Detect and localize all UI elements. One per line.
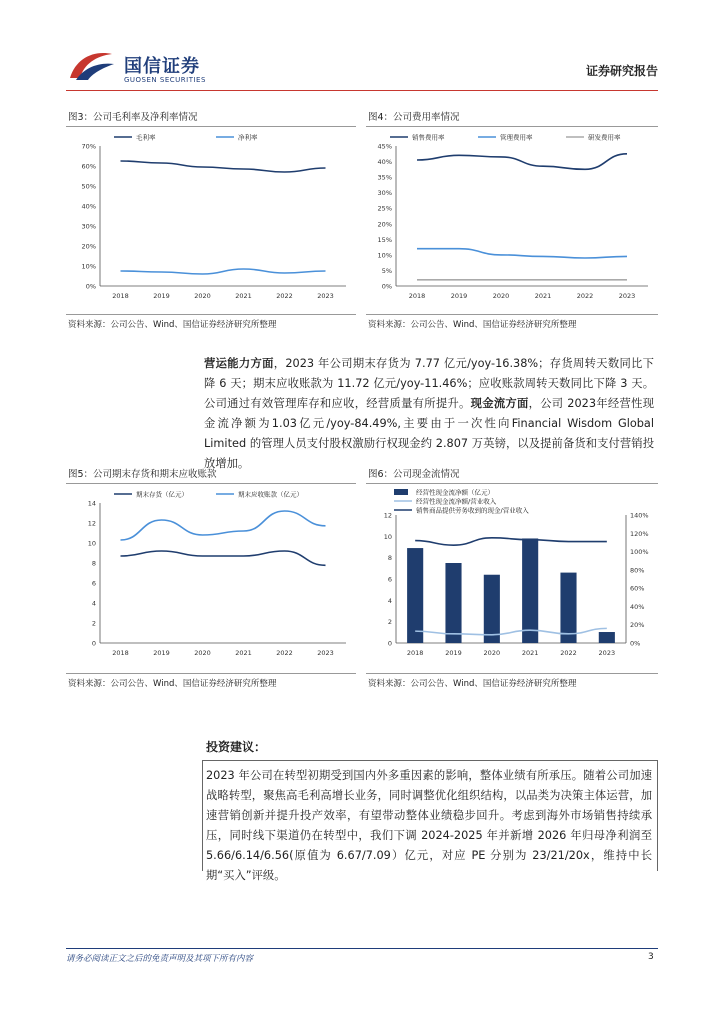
series-line-1	[417, 249, 627, 258]
bar-2020	[484, 575, 500, 643]
y-tick-label: 10%	[377, 251, 392, 260]
logo-text-cn: 国信证券	[124, 56, 200, 77]
header-divider	[66, 90, 658, 91]
fig3-title-rule	[66, 126, 356, 127]
page-header	[66, 48, 658, 88]
y-tick-label: 25%	[377, 204, 392, 213]
y2-tick-label: 120%	[630, 529, 649, 538]
bar-2021	[522, 538, 538, 643]
y-tick-label: 40%	[377, 158, 392, 167]
fig5-title: 图5：公司期末存货和期末应收账款	[68, 469, 217, 480]
y-tick-label: 14	[87, 499, 96, 508]
invest-title: 投资建议：	[206, 740, 267, 754]
y-tick-label: 45%	[377, 142, 392, 151]
series-line-1	[121, 269, 326, 274]
legend-label-1: 净利率	[238, 133, 258, 142]
fig3-chart	[66, 130, 356, 310]
fig6-source-rule	[366, 673, 658, 674]
y-tick-label: 4	[91, 599, 96, 608]
x-tick-label: 2018	[408, 292, 426, 300]
footer-divider	[66, 948, 658, 949]
y-tick-label: 0%	[85, 282, 96, 291]
x-tick-label: 2021	[235, 649, 252, 657]
legend-label-1: 期末应收账款（亿元）	[238, 490, 303, 499]
fig4-title: 图4：公司费用率情况	[368, 112, 460, 123]
y-tick-label: 60%	[81, 162, 96, 171]
y2-tick-label: 0%	[630, 639, 641, 648]
footer-disclaimer: 请务必阅读正文之后的免责声明及其项下所有内容	[66, 954, 254, 964]
fig3-source: 资料来源：公司公告、Wind、国信证券经济研究所整理	[68, 320, 277, 330]
y-tick-label: 70%	[81, 142, 96, 151]
y2-tick-label: 20%	[630, 621, 645, 630]
legend-label-2: 研发费用率	[588, 133, 621, 142]
legend-label-0: 销售费用率	[412, 133, 445, 142]
y-tick-label: 4	[387, 596, 392, 605]
y2-tick-label: 100%	[630, 548, 649, 557]
fig5-chart	[66, 487, 356, 667]
series-line-0	[417, 154, 627, 170]
guosen-logo-icon	[66, 48, 118, 84]
fig6-source: 资料来源：公司公告、Wind、国信证券经济研究所整理	[368, 679, 577, 689]
logo-text-en: GUOSEN SECURITIES	[124, 76, 206, 84]
y-tick-label: 8	[91, 559, 96, 568]
x-tick-label: 2023	[618, 292, 636, 300]
ops-text-1: ，2023 年公司期末存货为 7.77 亿元/yoy-16.38%；存货周转天数同比下降 6 天；期末应收账款为 11.72 亿元/yoy-11.46%；应收账款周转天数同比下降 3 天。公司通过有效管理库存和应收，经营质量有所提升。	[204, 357, 654, 410]
x-tick-label: 2019	[153, 292, 170, 300]
x-tick-label: 2020	[194, 292, 211, 300]
legend-label-1: 管理费用率	[500, 133, 533, 142]
x-tick-label: 2021	[534, 292, 552, 300]
x-tick-label: 2023	[598, 649, 616, 657]
legend-swatch-0	[394, 489, 408, 495]
fig6-title: 图6：公司现金流情况	[368, 469, 460, 480]
bar-2023	[599, 632, 615, 643]
bar-2018	[407, 548, 423, 643]
legend-label-0: 毛利率	[136, 133, 156, 142]
bar-2019	[445, 563, 461, 643]
y-tick-label: 20%	[377, 220, 392, 229]
y-tick-label: 10%	[81, 262, 96, 271]
y-tick-label: 30%	[81, 222, 96, 231]
fig5-title-rule	[66, 483, 356, 484]
fig6-title-rule	[366, 483, 658, 484]
series-line-1	[415, 628, 607, 634]
y-tick-label: 15%	[377, 235, 392, 244]
y-tick-label: 0%	[381, 282, 392, 291]
x-tick-label: 2022	[276, 649, 293, 657]
y-tick-label: 0	[387, 639, 392, 648]
series-line-2	[415, 538, 607, 545]
y-tick-label: 12	[383, 511, 392, 520]
fig4-source-rule	[366, 314, 658, 315]
fig3-title: 图3：公司毛利率及净利率情况	[68, 112, 198, 123]
x-tick-label: 2022	[560, 649, 577, 657]
legend-label-0: 经营性现金流净额（亿元）	[416, 488, 494, 497]
y-tick-label: 12	[87, 519, 96, 528]
x-tick-label: 2022	[576, 292, 594, 300]
y-tick-label: 10	[383, 532, 392, 541]
y2-tick-label: 80%	[630, 566, 645, 575]
x-tick-label: 2019	[445, 649, 462, 657]
y-tick-label: 6	[387, 575, 392, 584]
series-line-0	[121, 161, 326, 172]
y-tick-label: 50%	[81, 182, 96, 191]
y-tick-label: 10	[87, 539, 96, 548]
x-tick-label: 2022	[276, 292, 293, 300]
x-tick-label: 2023	[317, 649, 334, 657]
fig4-title-rule	[366, 126, 658, 127]
y-tick-label: 30%	[377, 189, 392, 198]
fig6-chart	[366, 487, 658, 667]
y-tick-label: 6	[91, 579, 96, 588]
x-tick-label: 2023	[317, 292, 334, 300]
y2-tick-label: 140%	[630, 511, 649, 520]
invest-text: 2023 年公司在转型初期受到国内外多重因素的影响，整体业绩有所承压。随着公司加速战略转型，聚焦高毛利高增长业务，同时调整优化组织结构，以品类为决策主体运营，加速营销创新并提升投产效率，有望带动整体业绩稳步回升。考虑到海外市场销售持续承压，同时线下渠道仍在转型中，我们下调 2024-2025 年并新增 2026 年归母净利润至 5.66/6.14/6.56(原值为 6.67/7.09）亿元，对应 PE 分别为 23/21/20x，维持中长期“买入”评级。	[206, 769, 652, 882]
ops-text-2: ，公司 2023年经营性现金流净额为1.03亿元/yoy-84.49%,主要由于一次性向Financial Wisdom Global Limited 的管理人员支付股权激励行权现金约 2.807 万英镑，以及提前备货和支付营销投放增加。	[204, 397, 654, 470]
legend-label-0: 期末存货（亿元）	[136, 490, 188, 499]
y2-tick-label: 60%	[630, 584, 645, 593]
y-tick-label: 35%	[377, 173, 392, 182]
report-type-label: 证券研究报告	[585, 64, 658, 78]
y-tick-label: 0	[91, 639, 96, 648]
page-number: 3	[648, 952, 654, 962]
y-tick-label: 2	[91, 619, 96, 628]
legend-label-1: 经营性现金流净额/营业收入	[416, 497, 497, 506]
fig4-source: 资料来源：公司公告、Wind、国信证券经济研究所整理	[368, 320, 577, 330]
series-line-1	[121, 511, 326, 540]
series-line-0	[121, 551, 326, 565]
y-tick-label: 2	[387, 618, 392, 627]
x-tick-label: 2021	[235, 292, 252, 300]
ops-paragraph	[204, 354, 654, 474]
fig5-source-rule	[66, 673, 356, 674]
y-tick-label: 8	[387, 554, 392, 563]
x-tick-label: 2018	[406, 649, 424, 657]
y-tick-label: 40%	[81, 202, 96, 211]
fig4-chart	[366, 130, 658, 310]
x-tick-label: 2019	[450, 292, 468, 300]
fig3-source-rule	[66, 314, 356, 315]
legend-label-2: 销售商品提供劳务收到的现金/营业收入	[416, 506, 529, 515]
x-tick-label: 2018	[112, 292, 129, 300]
cash-label: 现金流方面	[470, 397, 529, 410]
x-tick-label: 2020	[483, 649, 501, 657]
x-tick-label: 2019	[153, 649, 170, 657]
y-tick-label: 20%	[81, 242, 96, 251]
x-tick-label: 2020	[492, 292, 510, 300]
x-tick-label: 2020	[194, 649, 211, 657]
bar-2022	[560, 573, 576, 643]
x-tick-label: 2018	[112, 649, 129, 657]
y-tick-label: 5%	[381, 266, 392, 275]
x-tick-label: 2021	[521, 649, 539, 657]
fig5-source: 资料来源：公司公告、Wind、国信证券经济研究所整理	[68, 679, 277, 689]
y2-tick-label: 40%	[630, 602, 645, 611]
ops-label: 营运能力方面	[204, 357, 274, 370]
